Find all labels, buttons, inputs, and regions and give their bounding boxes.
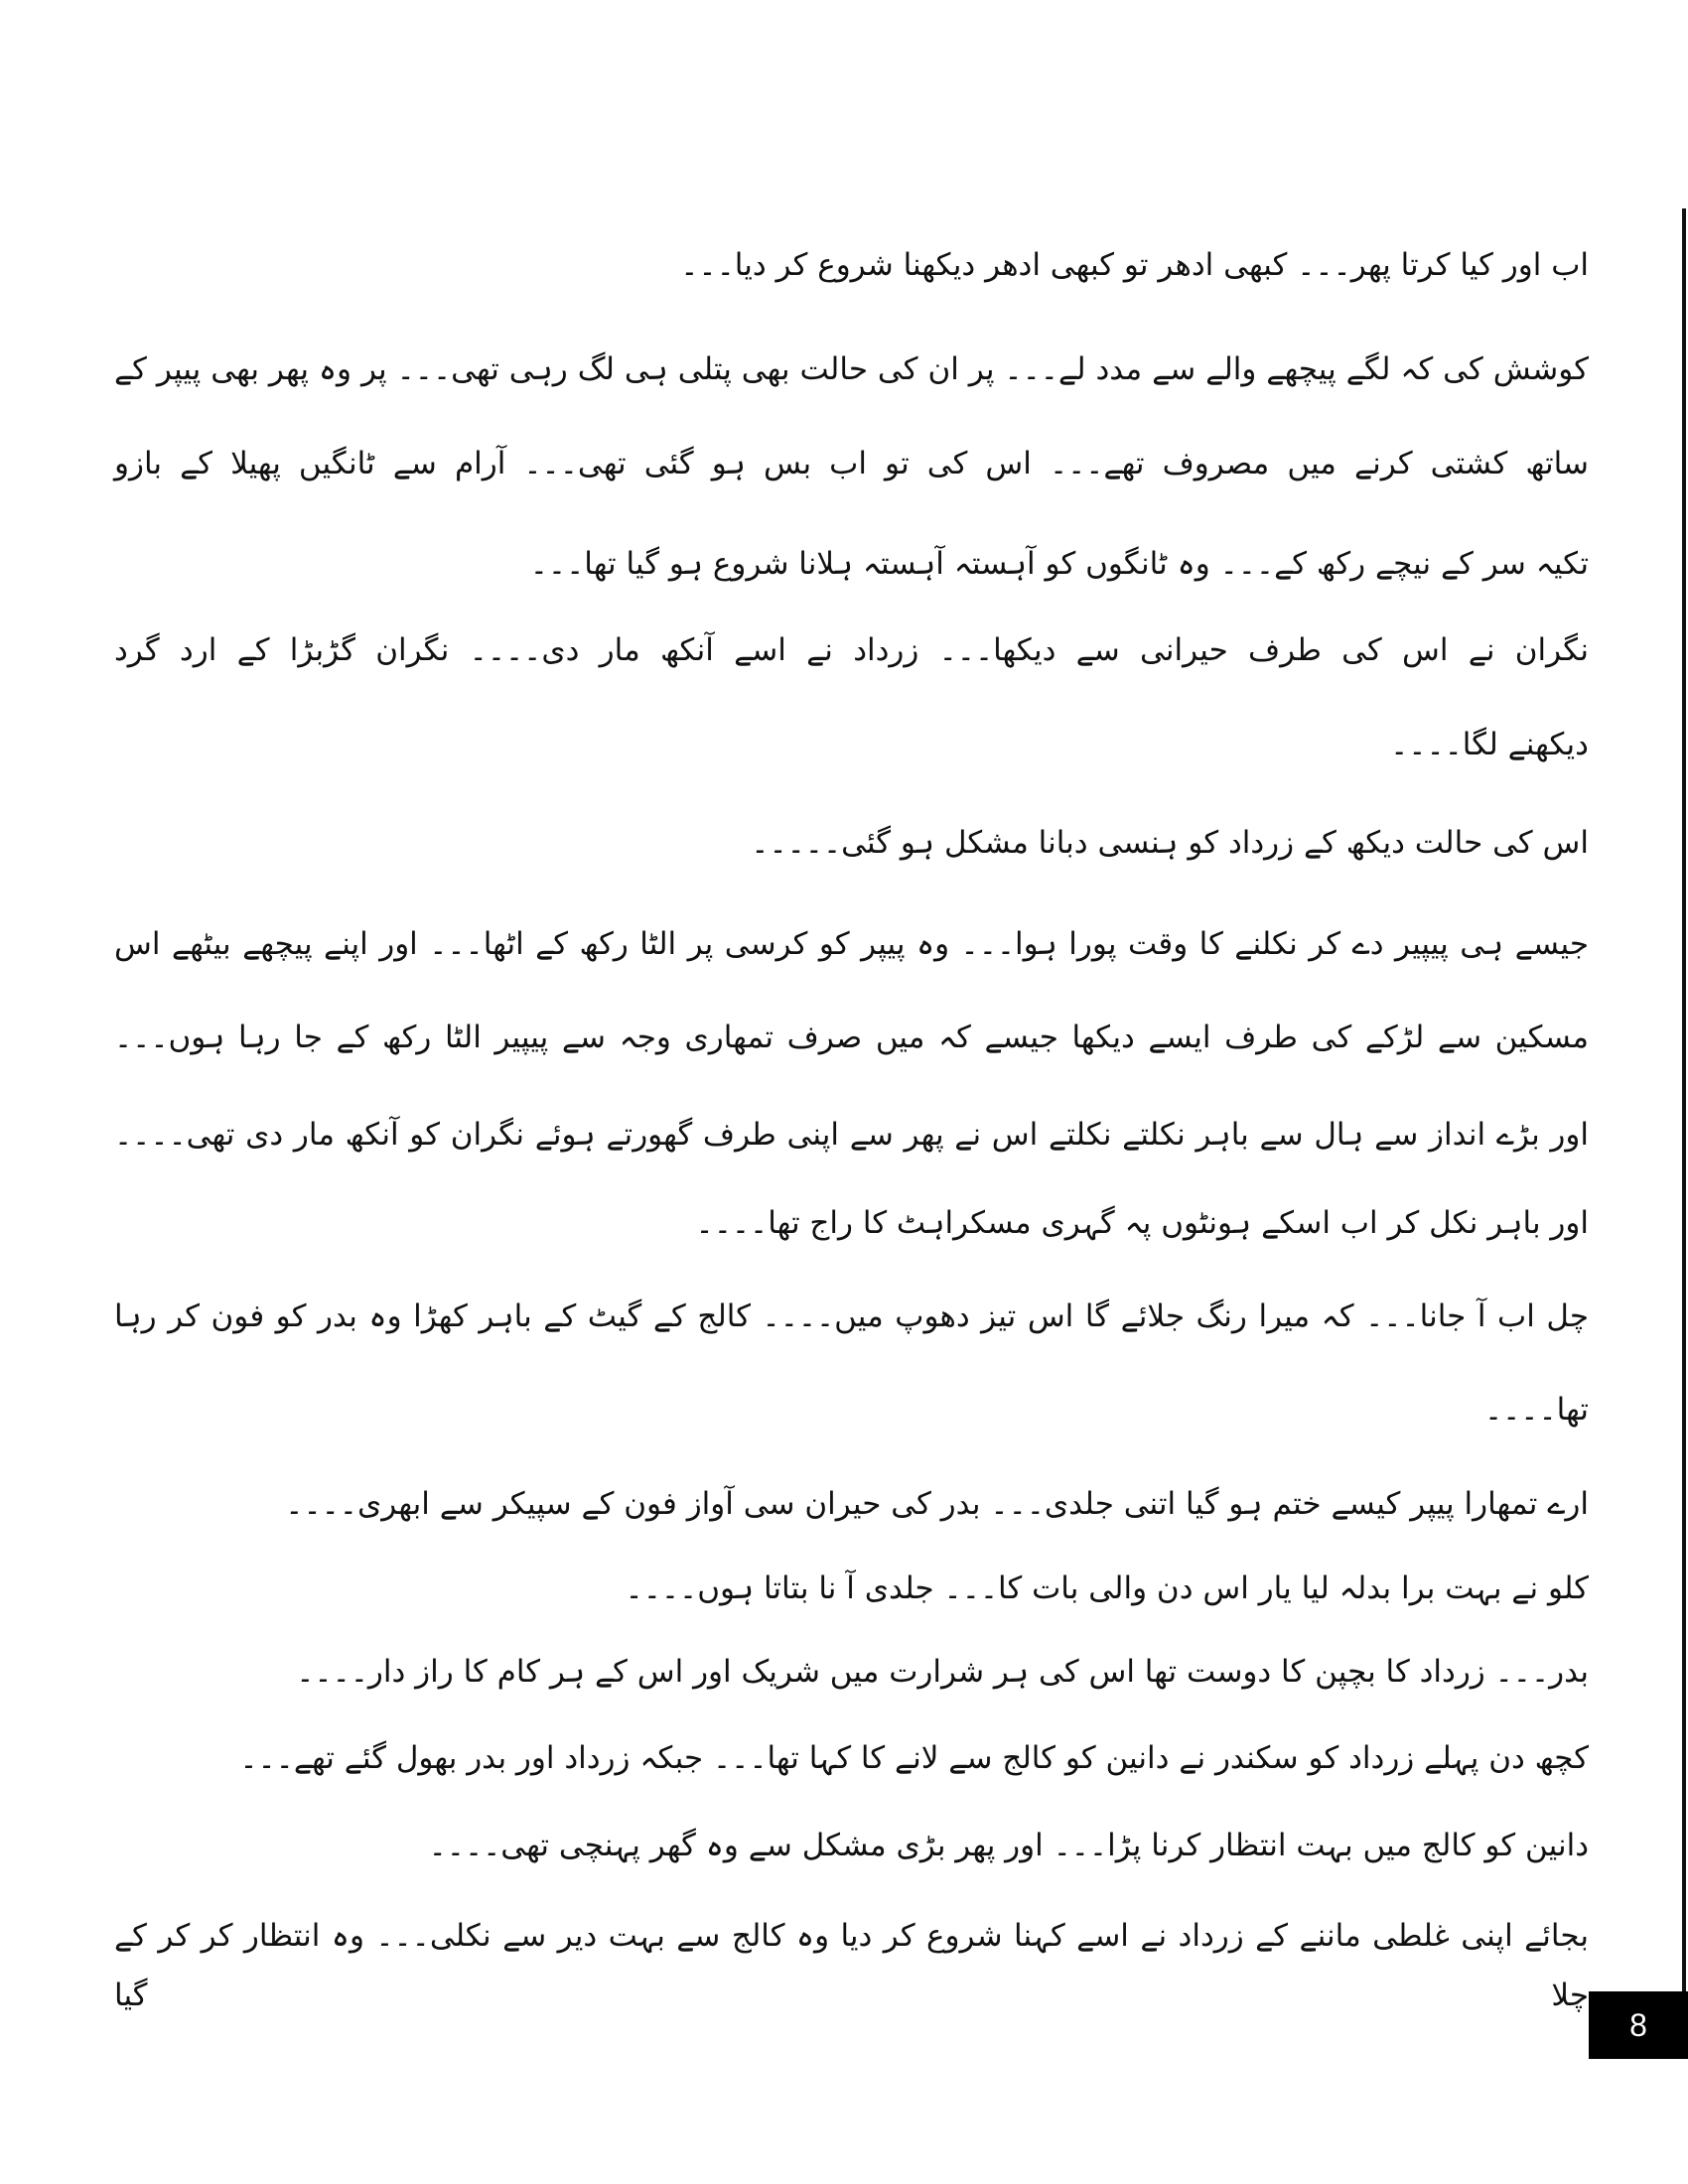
text-line: اس کی حالت دیکھ کے زرداد کو ہنسی دبانا مشکل ہو گئی۔۔۔۔۔ bbox=[751, 825, 1589, 861]
page-right-rule bbox=[1682, 208, 1686, 1995]
text-line: بدر۔۔۔ زرداد کا بچپن کا دوست تھا اس کی ہر شرارت میں شریک اور اس کے ہر کام کا راز دار۔۔۔۔ bbox=[296, 1654, 1589, 1690]
text-line: چل اب آ جانا۔۔۔ کہ میرا رنگ جلائے گا اس تیز دھوپ میں۔۔۔۔ کالج کے گیٹ کے باہر کھڑا وہ بدر کو فون کر رہا bbox=[114, 1298, 1589, 1334]
text-line: جیسے ہی پیپیر دے کر نکلنے کا وقت پورا ہوا۔۔۔ وہ پیپر کو کرسی پر الٹا رکھ کے اٹھا۔۔۔ اور اپنے پیچھے بیٹھے اس bbox=[114, 926, 1589, 962]
text-line: دانین کو کالج میں بہت انتظار کرنا پڑا۔۔۔ اور پھر بڑی مشکل سے وہ گھر پہنچی تھی۔۔۔۔ bbox=[428, 1828, 1589, 1863]
text-line: اب اور کیا کرتا پھر۔۔۔ کبھی ادھر تو کبھی ادھر دیکھنا شروع کر دیا۔۔۔ bbox=[680, 247, 1589, 283]
text-line: کلو نے بہت برا بدلہ لیا یار اس دن والی بات کا۔۔۔ جلدی آ نا بتاتا ہوں۔۔۔۔ bbox=[625, 1570, 1589, 1606]
text-line: کچھ دن پہلے زرداد کو سکندر نے دانین کو کالج سے لانے کا کہا تھا۔۔۔ جبکہ زرداد اور بدر بھول گئے تھے۔۔۔ bbox=[239, 1740, 1589, 1776]
text-line: دیکھنے لگا۔۔۔۔ bbox=[1390, 727, 1589, 762]
text-line: نگران نے اس کی طرف حیرانی سے دیکھا۔۔۔ زرداد نے اسے آنکھ مار دی۔۔۔۔ نگران گڑبڑا کے ارد گرد bbox=[114, 632, 1589, 668]
text-line: اور بڑے انداز سے ہال سے باہر نکلتے نکلتے اس نے پھر سے اپنی طرف گھورتے ہوئے نگران کو آنکھ مار دی تھی۔۔۔۔ bbox=[114, 1117, 1589, 1153]
text-line: تکیہ سر کے نیچے رکھ کے۔۔۔ وہ ٹانگوں کو آہستہ آہستہ ہلانا شروع ہو گیا تھا۔۔۔ bbox=[529, 546, 1589, 582]
text-line: بجائے اپنی غلطی ماننے کے زرداد نے اسے کہنا شروع کر دیا وہ کالج سے بہت دیر سے نکلی۔۔۔ وہ انتظار کر کر کے چلا گیا bbox=[114, 1918, 1589, 2013]
text-line: تھا۔۔۔۔ bbox=[1483, 1392, 1589, 1428]
page-number: 8 bbox=[1629, 2006, 1647, 2043]
text-line: ساتھ کشتی کرنے میں مصروف تھے۔۔۔ اس کی تو اب بس ہو گئی تھی۔۔۔ آرام سے ٹانگیں پھیلا کے بازو bbox=[114, 446, 1589, 481]
text-line: مسکین سے لڑکے کی طرف ایسے دیکھا جیسے کہ میں صرف تمھاری وجہ سے پیپیر الٹا رکھ کے جا رہا ہوں۔۔۔ bbox=[114, 1020, 1589, 1055]
text-line: ارے تمھارا پیپر کیسے ختم ہو گیا اتنی جلدی۔۔۔ بدر کی حیران سی آواز فون کے سپیکر سے ابھری۔۔۔۔ bbox=[285, 1486, 1589, 1522]
page-number-box bbox=[1589, 1991, 1688, 2059]
text-line: کوشش کی کہ لگے پیچھے والے سے مدد لے۔۔۔ پر ان کی حالت بھی پتلی ہی لگ رہی تھی۔۔۔ پر وہ پھر بھی پیپر کے bbox=[114, 351, 1589, 387]
text-line: اور باہر نکل کر اب اسکے ہونٹوں پہ گہری مسکراہٹ کا راج تھا۔۔۔۔ bbox=[695, 1205, 1589, 1241]
